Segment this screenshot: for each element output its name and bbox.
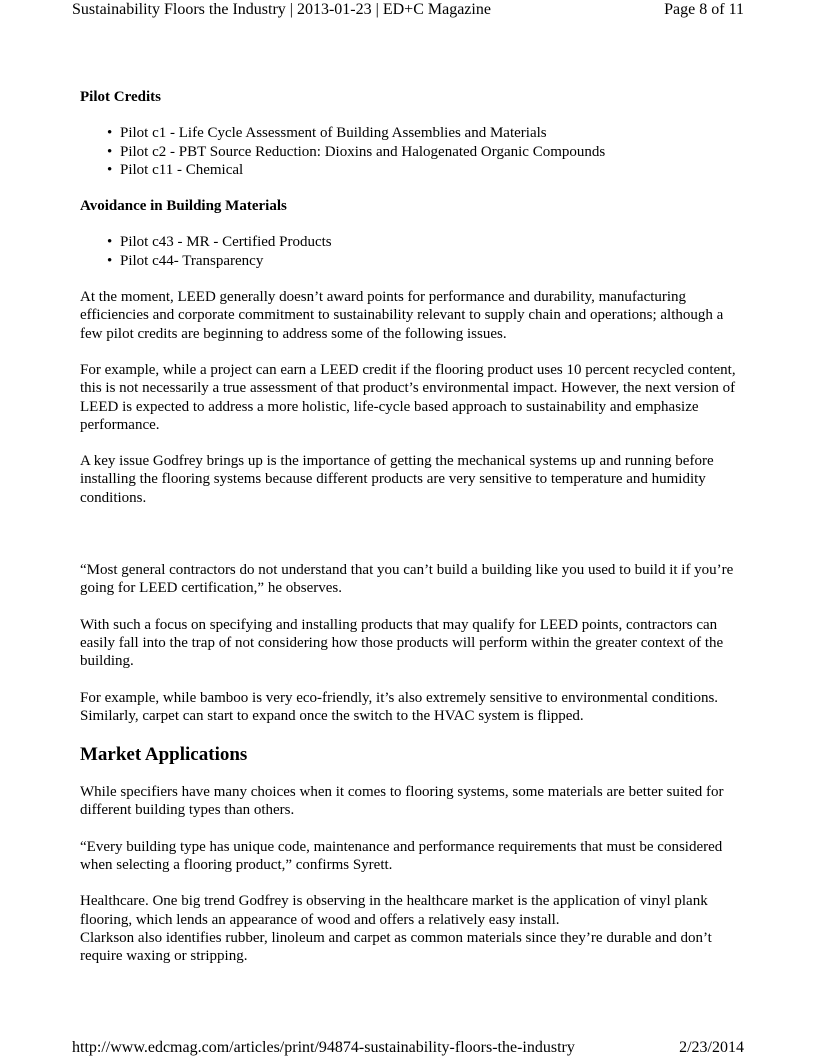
market-applications-heading: Market Applications (80, 744, 248, 766)
article-body (80, 88, 740, 984)
paragraph: “Most general contractors do not understand that you can’t build a building like you used to build it if you’re going for LEED certification,” he observes. (80, 562, 734, 597)
list-item: • Pilot c43 - MR - Certified Products (120, 233, 740, 251)
footer-date: 2/23/2014 (679, 1039, 744, 1056)
list-item: • Pilot c2 - PBT Source Reduction: Dioxins and Halogenated Organic Compounds (120, 143, 740, 161)
healthcare-line-2: Clarkson also identifies rubber, linoleum and carpet as common materials since they’re durable and don’t require waxing or stripping. (80, 929, 712, 965)
spacer (80, 525, 740, 561)
healthcare-paragraph (80, 892, 740, 965)
page-number: Page 8 of 11 (664, 1, 744, 18)
footer-url: http://www.edcmag.com/articles/print/94874-sustainability-floors-the-industry (72, 1039, 575, 1056)
paragraph: While specifiers have many choices when it comes to flooring systems, some materials are better suited for different building types than others. (80, 784, 724, 819)
paragraph: A key issue Godfrey brings up is the importance of getting the mechanical systems up and running before installing the flooring systems because different products are very sensitive to temperature and humidity conditions. (80, 453, 714, 506)
list-item: • Pilot c1 - Life Cycle Assessment of Building Assemblies and Materials (120, 124, 740, 142)
header-title: Sustainability Floors the Industry | 2013-01-23 | ED+C Magazine (72, 1, 491, 18)
page-footer (72, 1038, 744, 1058)
paragraph: For example, while a project can earn a LEED credit if the flooring product uses 10 percent recycled content, this is not necessarily a true assessment of that product’s environmental impact. However, the next version of LEED is expected to address a more holistic, life-cycle based approach to sustainability and emphasize performance. (80, 361, 736, 433)
paragraph: With such a focus on specifying and installing products that may qualify for LEED points, contractors can easily fall into the trap of not considering how those products will perform within the greater context of the building. (80, 616, 724, 670)
pilot-credits-heading: Pilot Credits (80, 89, 161, 105)
healthcare-line-1: Healthcare. One big trend Godfrey is observing in the healthcare market is the application of vinyl plank flooring, which lends an appearance of wood and offers a relatively easy install. (80, 893, 708, 928)
list-item: • Pilot c44- Transparency (120, 252, 740, 270)
paragraph: At the moment, LEED generally doesn’t award points for performance and durability, manufacturing efficiencies and corporate commitment to sustainability relevant to supply chain and operations; although a few pilot credits are beginning to address some of the following issues. (80, 289, 724, 342)
avoidance-list (80, 233, 740, 270)
paragraph: “Every building type has unique code, maintenance and performance requirements that must be considered when selecting a flooring product,” confirms Syrett. (80, 838, 723, 874)
pilot-credits-list (80, 124, 740, 179)
avoidance-heading: Avoidance in Building Materials (80, 198, 287, 215)
page-header (72, 0, 744, 20)
paragraph: For example, while bamboo is very eco-friendly, it’s also extremely sensitive to environmental conditions. Similarly, carpet can start to expand once the switch to the HVAC system is flipped. (80, 689, 719, 724)
list-item: • Pilot c11 - Chemical (120, 161, 740, 179)
